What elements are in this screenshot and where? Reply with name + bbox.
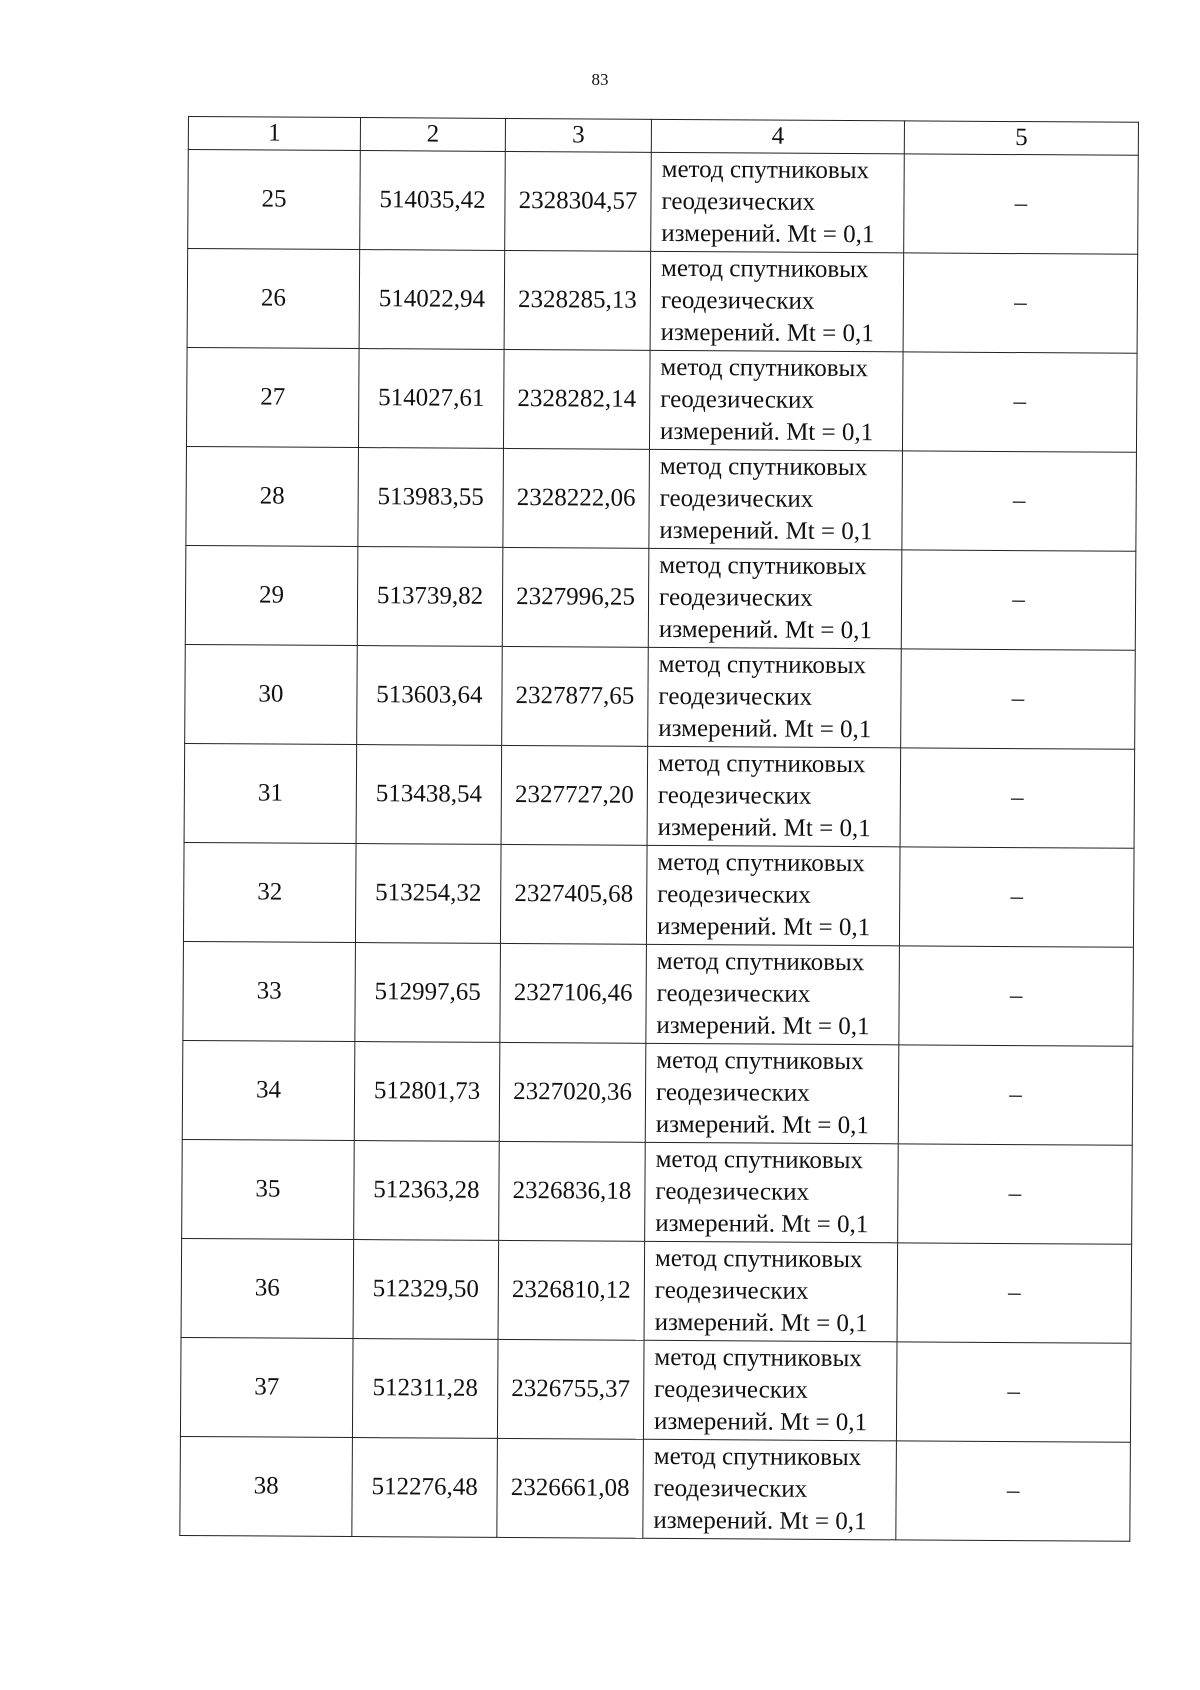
x-coordinate-cell: 512801,73 [354, 1042, 500, 1142]
table-row [184, 743, 1135, 848]
point-number-cell: 30 [185, 644, 358, 744]
point-number-cell: 34 [182, 1040, 355, 1140]
method-text-line: метод спутниковых [653, 1442, 862, 1472]
table-row [188, 150, 1139, 255]
method-text-line: метод спутниковых [656, 1046, 864, 1076]
method-text-line: метод спутниковых [660, 353, 868, 383]
table-row [185, 545, 1136, 650]
y-coordinate-cell: 2327106,46 [500, 943, 647, 1043]
note-cell: – [896, 1441, 1131, 1541]
method-text-line: геодезических [656, 979, 811, 1008]
y-coordinate-cell: 2328222,06 [503, 448, 650, 548]
method-cell [648, 548, 902, 649]
method-cell [646, 944, 900, 1045]
table-row [183, 941, 1134, 1046]
method-text-line: геодезических [655, 1177, 810, 1206]
table-body [180, 150, 1138, 1542]
point-number-cell: 29 [185, 545, 358, 645]
method-text-line: геодезических [653, 1474, 808, 1503]
method-text-line: измерений. Mt = 0,1 [657, 813, 871, 843]
method-cell [649, 350, 903, 451]
method-text-line: измерений. Mt = 0,1 [655, 1209, 869, 1239]
page-number: 83 [591, 70, 609, 89]
method-text-line: метод спутниковых [657, 848, 865, 878]
x-coordinate-cell: 513983,55 [358, 448, 504, 548]
method-cell [646, 845, 900, 946]
method-cell [645, 1142, 899, 1243]
header-col-1: 1 [188, 117, 360, 151]
x-coordinate-cell: 514035,42 [360, 151, 506, 251]
y-coordinate-cell: 2328282,14 [503, 349, 650, 449]
table-row [180, 1337, 1131, 1442]
method-cell [648, 647, 902, 748]
note-cell: – [899, 847, 1134, 947]
table-row [182, 1139, 1133, 1244]
note-cell: – [901, 550, 1136, 650]
method-text-line: геодезических [660, 385, 814, 414]
point-number-cell: 36 [181, 1238, 354, 1338]
point-number-cell: 25 [188, 150, 361, 250]
y-coordinate-cell: 2326836,18 [499, 1141, 646, 1241]
note-cell: – [899, 946, 1134, 1046]
header-col-5: 5 [904, 121, 1138, 155]
method-cell [645, 1043, 899, 1144]
note-cell: – [904, 154, 1139, 254]
header-col-2: 2 [360, 118, 505, 152]
method-text-line: геодезических [654, 1375, 808, 1404]
method-text-line: измерений. Mt = 0,1 [655, 1110, 870, 1140]
method-text-line: измерений. Mt = 0,1 [653, 1506, 867, 1536]
method-text-line: метод спутниковых [654, 1343, 862, 1373]
point-number-cell: 28 [186, 446, 359, 546]
note-cell: – [896, 1342, 1131, 1442]
method-text-line: метод спутниковых [659, 551, 867, 581]
method-text-line: метод спутниковых [658, 650, 867, 680]
point-number-cell: 33 [183, 941, 356, 1041]
method-text-line: геодезических [654, 1276, 809, 1305]
header-col-4: 4 [651, 119, 904, 154]
method-text-line: геодезических [659, 484, 814, 513]
y-coordinate-cell: 2326810,12 [498, 1240, 645, 1340]
method-text-line: геодезических [658, 583, 813, 612]
method-text-line: измерений. Mt = 0,1 [660, 318, 874, 348]
header-col-3: 3 [505, 118, 651, 152]
x-coordinate-cell: 512329,50 [353, 1240, 499, 1340]
method-text-line: метод спутниковых [660, 254, 869, 284]
y-coordinate-cell: 2328304,57 [505, 151, 652, 251]
x-coordinate-cell: 514022,94 [359, 250, 505, 350]
method-text-line: геодезических [658, 682, 813, 711]
x-coordinate-cell: 513438,54 [356, 745, 502, 845]
x-coordinate-cell: 512363,28 [354, 1141, 500, 1241]
table-row [181, 1238, 1132, 1343]
note-cell: – [898, 1144, 1133, 1244]
method-text-line: измерений. Mt = 0,1 [658, 615, 873, 645]
y-coordinate-cell: 2326661,08 [497, 1438, 644, 1538]
x-coordinate-cell: 512276,48 [352, 1438, 498, 1538]
note-cell: – [898, 1045, 1133, 1145]
method-text-line: измерений. Mt = 0,1 [658, 714, 872, 744]
coordinate-table [179, 116, 1139, 1542]
note-cell: – [903, 253, 1138, 353]
method-text-line: геодезических [657, 880, 811, 909]
x-coordinate-cell: 512997,65 [355, 943, 501, 1043]
note-cell: – [897, 1243, 1132, 1343]
method-text-line: метод спутниковых [661, 155, 870, 185]
method-cell [649, 449, 903, 550]
table-row [183, 842, 1134, 947]
method-cell [644, 1241, 898, 1342]
method-text-line: измерений. Mt = 0,1 [661, 219, 875, 249]
point-number-cell: 26 [187, 249, 360, 349]
note-cell: – [901, 649, 1136, 749]
method-text-line: измерений. Mt = 0,1 [654, 1308, 868, 1338]
coordinate-table-wrapper [179, 116, 1138, 1542]
table-row [185, 644, 1136, 749]
table-row [186, 446, 1137, 551]
method-text-line: метод спутниковых [654, 1244, 863, 1274]
x-coordinate-cell: 512311,28 [352, 1339, 498, 1439]
method-text-line: метод спутниковых [656, 947, 865, 977]
note-cell: – [902, 451, 1137, 551]
method-cell [643, 1340, 897, 1441]
y-coordinate-cell: 2327727,20 [501, 745, 648, 845]
y-coordinate-cell: 2327020,36 [499, 1042, 646, 1142]
table-row [186, 347, 1137, 452]
method-cell [647, 746, 901, 847]
y-coordinate-cell: 2327996,25 [502, 547, 649, 647]
table-row [182, 1040, 1133, 1145]
method-cell [643, 1439, 897, 1540]
method-cell [651, 152, 905, 253]
note-cell: – [902, 352, 1137, 452]
method-text-line: метод спутниковых [657, 749, 866, 779]
point-number-cell: 38 [180, 1436, 353, 1536]
y-coordinate-cell: 2327877,65 [502, 646, 649, 746]
method-text-line: геодезических [660, 286, 815, 315]
y-coordinate-cell: 2326755,37 [497, 1339, 644, 1439]
method-text-line: геодезических [661, 187, 816, 216]
method-text-line: измерений. Mt = 0,1 [659, 516, 873, 546]
method-cell [650, 251, 904, 352]
x-coordinate-cell: 513254,32 [355, 844, 501, 944]
method-text-line: измерений. Mt = 0,1 [653, 1407, 868, 1437]
point-number-cell: 32 [183, 842, 356, 942]
x-coordinate-cell: 513739,82 [357, 547, 503, 647]
method-text-line: геодезических [655, 1078, 810, 1107]
table-row [180, 1436, 1131, 1541]
y-coordinate-cell: 2328285,13 [504, 250, 651, 350]
method-text-line: измерений. Mt = 0,1 [656, 1011, 870, 1041]
point-number-cell: 27 [186, 347, 359, 447]
method-text-line: метод спутниковых [659, 452, 868, 482]
method-text-line: геодезических [657, 781, 812, 810]
y-coordinate-cell: 2327405,68 [500, 844, 647, 944]
method-text-line: измерений. Mt = 0,1 [656, 912, 871, 942]
table-row [187, 249, 1138, 354]
x-coordinate-cell: 514027,61 [358, 349, 504, 449]
point-number-cell: 37 [180, 1337, 353, 1437]
point-number-cell: 35 [182, 1139, 355, 1239]
point-number-cell: 31 [184, 743, 357, 843]
method-text-line: измерений. Mt = 0,1 [659, 417, 874, 447]
note-cell: – [900, 748, 1135, 848]
method-text-line: метод спутниковых [655, 1145, 864, 1175]
x-coordinate-cell: 513603,64 [357, 646, 503, 746]
